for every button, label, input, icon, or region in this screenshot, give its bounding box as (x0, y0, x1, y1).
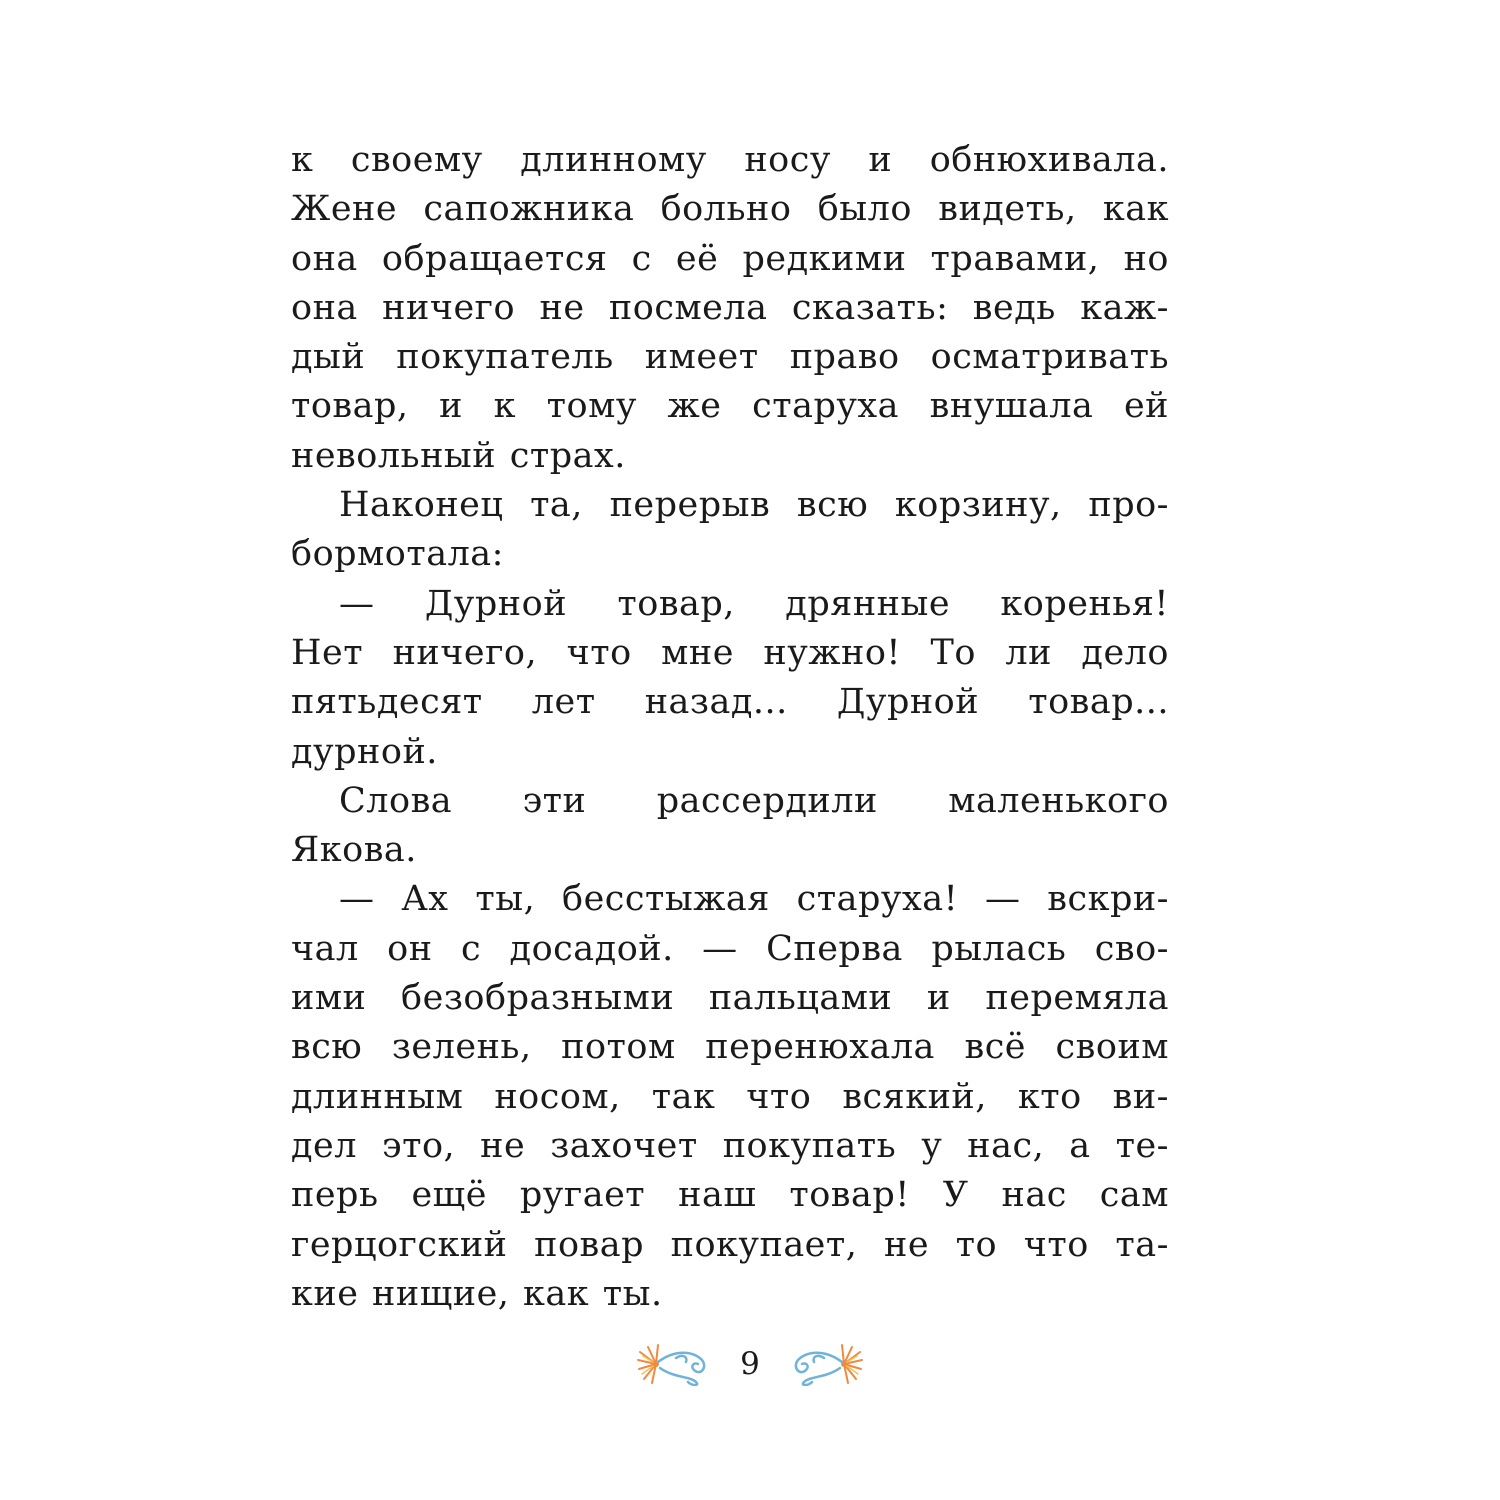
text-line: невольный страх. (291, 435, 626, 476)
text-line: к своему длинному носу и обнюхивала. (291, 140, 1169, 180)
body-text (291, 136, 1169, 1319)
text-line: Наконец та, перерыв всю корзину, про- (339, 485, 1169, 526)
text-line: перь ещё ругает наш товар! У нас сам (291, 1175, 1169, 1216)
text-line: бормотала: (291, 534, 504, 575)
flourish-right-icon (782, 1342, 864, 1386)
flourish-left-icon (636, 1342, 718, 1386)
text-line: кие нищие, как ты. (291, 1273, 663, 1314)
text-line: ими безобразными пальцами и перемяла (291, 978, 1169, 1019)
text-line: всю зелень, потом перенюхала всё своим (291, 1027, 1169, 1068)
text-line: дел это, не захочет покупать у нас, а те- (291, 1125, 1169, 1166)
text-line: Жене сапожника больно было видеть, как (291, 189, 1169, 230)
text-line: — Дурной товар, дрянные коренья! (339, 583, 1169, 624)
text-line: длинным носом, так что всякий, кто ви- (291, 1076, 1169, 1117)
text-line: Слова эти рассердили маленького (339, 780, 1169, 821)
text-line: пятьдесят лет назад... Дурной товар... (291, 682, 1169, 723)
text-line: она ничего не посмела сказать: ведь каж- (291, 287, 1169, 328)
text-line: дый покупатель имеет право осматривать (291, 337, 1169, 378)
text-line: Якова. (291, 830, 417, 871)
folio (600, 1334, 900, 1394)
text-line: она обращается с её редкими травами, но (291, 238, 1169, 279)
text-line: товар, и к тому же старуха внушала ей (291, 386, 1169, 427)
text-line: чал он с досадой. — Сперва рылась сво- (291, 928, 1169, 969)
text-line: — Ах ты, бесстыжая старуха! — вскри- (339, 879, 1169, 920)
text-line: герцогский повар покупает, не то что та- (291, 1224, 1169, 1265)
page-number: 9 (740, 1345, 760, 1382)
text-line: дурной. (291, 731, 438, 772)
text-line: Нет ничего, что мне нужно! То ли дело (291, 632, 1169, 673)
